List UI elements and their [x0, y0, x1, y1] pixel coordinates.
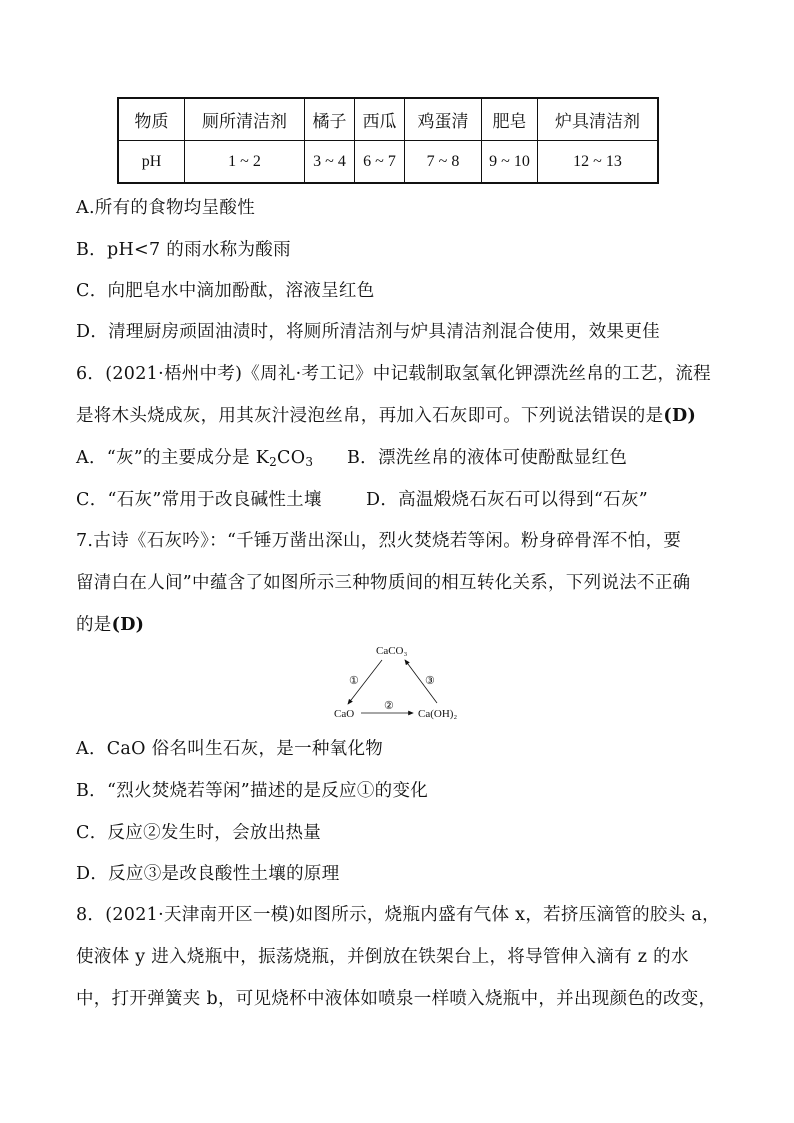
subscript: 2 — [269, 455, 278, 469]
table-header-cell: 炉具清洁剂 — [538, 98, 659, 141]
table-header-cell: 物质 — [118, 98, 185, 141]
ph-table-header-row — [118, 98, 658, 141]
q7-answer: (D) — [111, 615, 145, 635]
table-cell: 7 ~ 8 — [405, 141, 482, 184]
q6-answer: (D) — [663, 406, 697, 426]
q6-option-a-formula: CO — [277, 448, 306, 468]
q6-option-d: D．高温煅烧石灰石可以得到“石灰” — [366, 490, 649, 510]
table-header-cell: 橘子 — [305, 98, 355, 141]
subscript: 3 — [305, 455, 314, 469]
diagram-label-3: ③ — [425, 675, 435, 687]
q6-option-b: B．漂洗丝帛的液体可使酚酞显红色 — [347, 448, 628, 468]
q6-stem-line2 — [76, 405, 696, 427]
q8-stem-line1: 8．(2021·天津南开区一模)如图所示，烧瓶内盛有气体 x，若挤压滴管的胶头 a， — [76, 905, 720, 925]
table-header-cell: 肥皂 — [482, 98, 538, 141]
diagram-node-caoh2: Ca(OH)₂ — [418, 708, 458, 720]
table-cell: 9 ~ 10 — [482, 141, 538, 184]
ph-table — [117, 97, 659, 184]
q5-option-d: D．清理厨房顽固油渍时，将厕所清洁剂与炉具清洁剂混合使用，效果更佳 — [76, 322, 660, 342]
q6-option-a-text: A．“灰”的主要成分是 K — [76, 448, 270, 468]
diagram-node-caco3: CaCO₃ — [376, 645, 408, 657]
table-cell: 3 ~ 4 — [305, 141, 355, 184]
q6-option-a — [76, 447, 313, 473]
table-cell: 1 ~ 2 — [185, 141, 305, 184]
q6-stem-text: 是将木头烧成灰，用其灰汁浸泡丝帛，再加入石灰即可。下列说法错误的是 — [76, 406, 664, 426]
table-header-cell: 鸡蛋清 — [405, 98, 482, 141]
diagram-label-1: ① — [349, 675, 359, 687]
conversion-diagram — [325, 640, 475, 725]
diagram-label-2: ② — [384, 700, 394, 712]
q6-stem-line1: 6．(2021·梧州中考)《周礼·考工记》中记载制取氢氧化钾漂洗丝帛的工艺，流程 — [76, 364, 711, 384]
q7-option-c: C．反应②发生时，会放出热量 — [76, 823, 322, 843]
q8-stem-line2: 使液体 y 进入烧瓶中，振荡烧瓶，并倒放在铁架台上，将导管伸入滴有 z 的水 — [76, 947, 689, 967]
q5-option-a: A.所有的食物均呈酸性 — [76, 198, 255, 218]
q7-option-b: B．“烈火焚烧若等闲”描述的是反应①的变化 — [76, 781, 429, 801]
q7-stem-text: 的是 — [76, 615, 112, 635]
q7-stem-line3 — [76, 614, 144, 636]
q7-stem-line1: 7.古诗《石灰吟》：“千锤万凿出深山，烈火焚烧若等闲。粉身碎骨浑不怕，要 — [76, 531, 682, 551]
ph-table-value-row — [118, 141, 658, 184]
table-cell: pH — [118, 141, 185, 184]
q6-option-c: C．“石灰”常用于改良碱性土壤 — [76, 490, 322, 510]
table-header-cell: 西瓜 — [355, 98, 405, 141]
table-cell: 12 ~ 13 — [538, 141, 659, 184]
table-cell: 6 ~ 7 — [355, 141, 405, 184]
q8-stem-line3: 中，打开弹簧夹 b，可见烧杯中液体如喷泉一样喷入烧瓶中，并出现颜色的改变， — [76, 989, 717, 1009]
q5-option-c: C．向肥皂水中滴加酚酞，溶液呈红色 — [76, 281, 375, 301]
diagram-node-cao: CaO — [334, 708, 355, 720]
table-header-cell: 厕所清洁剂 — [185, 98, 305, 141]
q7-stem-line2: 留清白在人间”中蕴含了如图所示三种物质间的相互转化关系，下列说法不正确 — [76, 573, 691, 593]
q5-option-b: B．pH<7 的雨水称为酸雨 — [76, 240, 291, 260]
q7-option-a: A．CaO 俗名叫生石灰，是一种氧化物 — [76, 739, 384, 759]
q7-option-d: D．反应③是改良酸性土壤的原理 — [76, 864, 340, 884]
